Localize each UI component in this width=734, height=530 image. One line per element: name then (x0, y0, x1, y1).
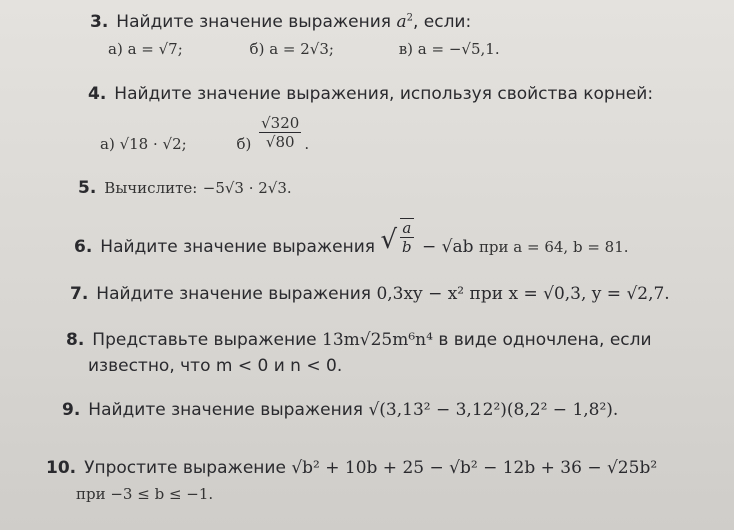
problem-3-options (108, 40, 500, 58)
problem-4-options (100, 114, 309, 151)
problem-number: 6. (74, 236, 93, 257)
problem-10-line-2 (76, 484, 213, 504)
problem-expression: √(3,13² − 3,12²)(8,2² − 1,8²). (368, 400, 619, 420)
problem-expression: a (396, 12, 407, 32)
option-b-fraction (259, 114, 301, 151)
problem-text-line-2: при −3 ≤ b ≤ −1. (76, 485, 214, 503)
problem-text: Найдите значение выражения, используя свойства корней: (114, 84, 654, 104)
radical-sign: √ (380, 224, 398, 255)
problem-number: 4. (88, 84, 107, 104)
problem-number: 9. (62, 400, 81, 420)
problem-text: Упростите выражение (84, 458, 286, 478)
problem-expression: − √ab (422, 236, 474, 257)
problem-condition: при a = 64, b = 81. (478, 237, 629, 256)
fraction-numerator: √320 (261, 114, 300, 132)
option-b: б) a = 2√3; (249, 40, 334, 58)
problem-text-line-2: известно, что m < 0 и n < 0. (88, 356, 343, 376)
problem-text: Найдите значение выражения (88, 400, 364, 420)
problem-expression: √b² + 10b + 25 − √b² − 12b + 36 − √25b² (291, 458, 658, 478)
option-a: а) √18 · √2; (100, 134, 187, 153)
option-c: в) a = −√5,1. (398, 40, 500, 58)
problem-5 (78, 178, 292, 198)
radical-fraction (400, 218, 414, 256)
option-a: а) a = √7; (108, 40, 183, 58)
problem-8-line-2 (88, 356, 342, 376)
problem-text-continued: в виде одночлена, если (438, 330, 652, 350)
problem-text: Найдите значение выражения (116, 12, 392, 32)
fraction-numerator: a (400, 219, 414, 238)
problem-4 (88, 84, 653, 104)
problem-text: Найдите значение выражения (96, 284, 372, 304)
problem-expression: 0,3xy − x² при x = √0,3, y = √2,7. (376, 284, 670, 304)
problem-6 (74, 218, 629, 256)
problem-text: Представьте выражение (92, 330, 317, 350)
option-b-label: б) (236, 134, 252, 153)
fraction-denominator: b (402, 238, 412, 256)
problem-text: Найдите значение выражения (100, 236, 376, 257)
problem-number: 7. (70, 284, 89, 304)
problem-number: 10. (46, 458, 77, 478)
problem-number: 3. (90, 12, 109, 32)
problem-7 (70, 284, 670, 304)
problem-8 (66, 330, 652, 350)
problem-number: 8. (66, 330, 85, 350)
problem-text-tail: , если: (412, 12, 472, 32)
problem-9 (62, 400, 618, 420)
fraction-denominator: √80 (265, 133, 295, 151)
problem-expression: 13m√25m⁶n⁴ (322, 330, 433, 350)
problem-3: 3. Найдите значение выражения $a^2$, если: (90, 12, 472, 32)
problem-text: Вычислите: (104, 179, 198, 197)
problem-10 (46, 458, 657, 478)
option-b-tail: . (304, 134, 310, 153)
problem-expression: −5√3 · 2√3. (202, 179, 292, 197)
problem-number: 5. (78, 178, 97, 198)
